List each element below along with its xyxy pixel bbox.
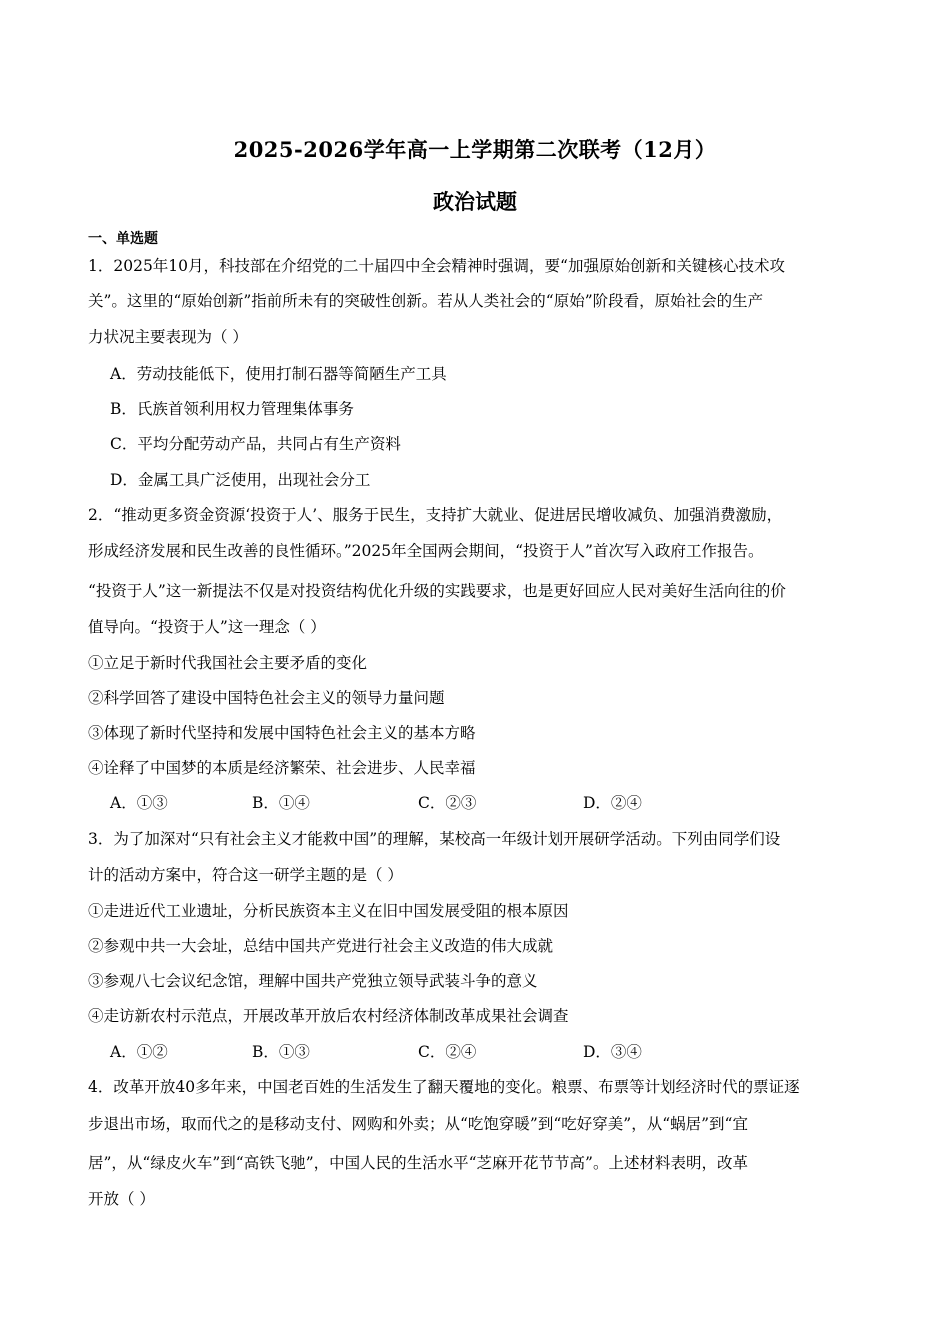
q2-option-d: D．②④	[583, 794, 642, 812]
q2-line: “投资于人”这一新提法不仅是对投资结构优化升级的实践要求，也是更好回应人民对美好生活向往的价	[88, 582, 786, 600]
q1-line: 关”。这里的“原始创新”指前所未有的突破性创新。若从人类社会的“原始”阶段看，原始社会的生产	[88, 292, 764, 310]
q2-statement: ①立足于新时代我国社会主要矛盾的变化	[88, 654, 368, 672]
q3-line: 3．为了加深对“只有社会主义才能救中国”的理解，某校高一年级计划开展研学活动。下列由同学们设	[88, 830, 781, 848]
section-heading: 一、单选题	[88, 231, 158, 247]
q3-line: 计的活动方案中，符合这一研学主题的是（ ）	[88, 866, 403, 884]
exam-title: 2025-2026学年高一上学期第二次联考（12月）	[233, 137, 717, 162]
q3-statement: ④走访新农村示范点，开展改革开放后农村经济体制改革成果社会调查	[88, 1007, 569, 1025]
q3-option-b: B．①③	[252, 1043, 310, 1061]
q2-line: 2．“推动更多资金资源‘投资于人’、服务于民生，支持扩大就业、促进居民增收减负、加强消费激励，	[88, 506, 783, 524]
q4-line: 居”，从“绿皮火车”到“高铁飞驰”，中国人民的生活水平“芝麻开花节节高”。上述材料表明，改革	[88, 1154, 748, 1172]
q3-option-a: A．①②	[110, 1043, 168, 1061]
subject-title: 政治试题	[433, 189, 517, 214]
q2-line: 值导向。“投资于人”这一理念（ ）	[88, 618, 326, 636]
q2-option-c: C．②③	[418, 794, 477, 812]
q2-statement: ④诠释了中国梦的本质是经济繁荣、社会进步、人民幸福	[88, 759, 476, 777]
q3-option-c: C．②④	[418, 1043, 477, 1061]
q2-statement: ②科学回答了建设中国特色社会主义的领导力量问题	[88, 689, 445, 707]
q2-line: 形成经济发展和民生改善的良性循环。”2025年全国两会期间，“投资于人”首次写入政府工作报告。	[88, 542, 764, 560]
q1-line: 1．2025年10月，科技部在介绍党的二十届四中全会精神时强调，要“加强原始创新和关键核心技术攻	[88, 257, 785, 275]
q2-statement: ③体现了新时代坚持和发展中国特色社会主义的基本方略	[88, 724, 476, 742]
q3-statement: ②参观中共一大会址，总结中国共产党进行社会主义改造的伟大成就	[88, 937, 554, 955]
q4-line: 步退出市场，取而代之的是移动支付、网购和外卖；从“吃饱穿暖”到“吃好穿美”，从“蜗居”到“宜	[88, 1115, 748, 1133]
q1-line: 力状况主要表现为（ ）	[88, 328, 248, 346]
q4-line: 开放（ ）	[88, 1190, 155, 1208]
q3-statement: ①走进近代工业遗址，分析民族资本主义在旧中国发展受阻的根本原因	[88, 902, 569, 920]
q1-option-c: C．平均分配劳动产品，共同占有生产资料	[110, 435, 401, 453]
q1-option-a: A．劳动技能低下，使用打制石器等简陋生产工具	[110, 365, 447, 383]
q1-option-d: D．金属工具广泛使用，出现社会分工	[110, 471, 371, 489]
q4-line: 4．改革开放40多年来，中国老百姓的生活发生了翻天覆地的变化。粮票、布票等计划经济时代的票证逐	[88, 1078, 800, 1096]
q1-option-b: B．氏族首领利用权力管理集体事务	[110, 400, 354, 418]
q3-statement: ③参观八七会议纪念馆，理解中国共产党独立领导武装斗争的意义	[88, 972, 538, 990]
q2-option-b: B．①④	[252, 794, 310, 812]
q2-option-a: A．①③	[110, 794, 168, 812]
q3-option-d: D．③④	[583, 1043, 642, 1061]
